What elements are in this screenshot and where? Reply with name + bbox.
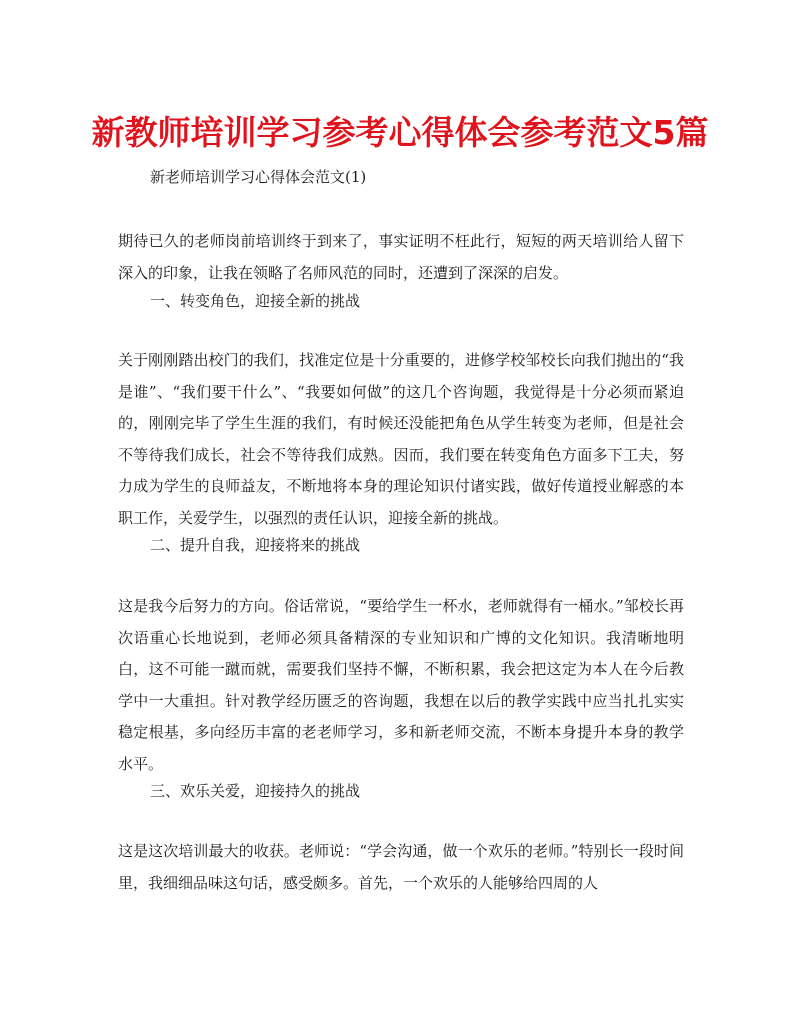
paragraph-section-3: 这是这次培训最大的收获。老师说：“学会沟通，做一个欢乐的老师。”特别长一段时间里，我细细品味这句话，感受颇多。首先，一个欢乐的人能够给四周的人 xyxy=(118,842,684,892)
section-heading-2: 二、提升自我，迎接将来的挑战 xyxy=(150,536,361,554)
section-heading-3: 三、欢乐关爱，迎接持久的挑战 xyxy=(150,782,361,800)
document-subtitle: 新老师培训学习心得体会范文(1) xyxy=(150,168,367,186)
paragraph-section-1: 关于刚刚踏出校门的我们，找准定位是十分重要的，进修学校邹校长向我们抛出的“我是谁”、“我们要干什么”、“我要如何做”的这几个咨询题，我觉得是十分必须而紧迫的，刚刚完毕了学生生涯的我们，有时候还没能把角色从学生转变为老师，但是社会不等待我们成长，社会不等待我们成熟。因而，我们要在转变角色方面多下工夫，努力成为学生的良师益友，不断地将本身的理论知识付诸实践，做好传道授业解惑的本职工作，关爱学生，以强烈的责任认识，迎接全新的挑战。 xyxy=(118,351,684,527)
paragraph-intro: 期待已久的老师岗前培训终于到来了，事实证明不枉此行，短短的两天培训给人留下深入的印象，让我在领略了名师风范的同时，还遭到了深深的启发。 xyxy=(118,232,684,282)
paragraph-section-2: 这是我今后努力的方向。俗话常说，“要给学生一杯水，老师就得有一桶水。”邹校长再次语重心长地说到，老师必须具备精深的专业知识和广博的文化知识。我清晰地明白，这不可能一蹴而就，需要我们坚持不懈，不断积累，我会把这定为本人在今后教学中一大重担。针对教学经历匮乏的咨询题，我想在以后的教学实践中应当扎扎实实稳定根基，多向经历丰富的老老师学习，多和新老师交流，不断本身提升本身的教学水平。 xyxy=(118,597,684,773)
document-title: 新教师培训学习参考心得体会参考范文5篇 xyxy=(91,113,709,152)
section-heading-1: 一、转变角色，迎接全新的挑战 xyxy=(150,292,361,310)
